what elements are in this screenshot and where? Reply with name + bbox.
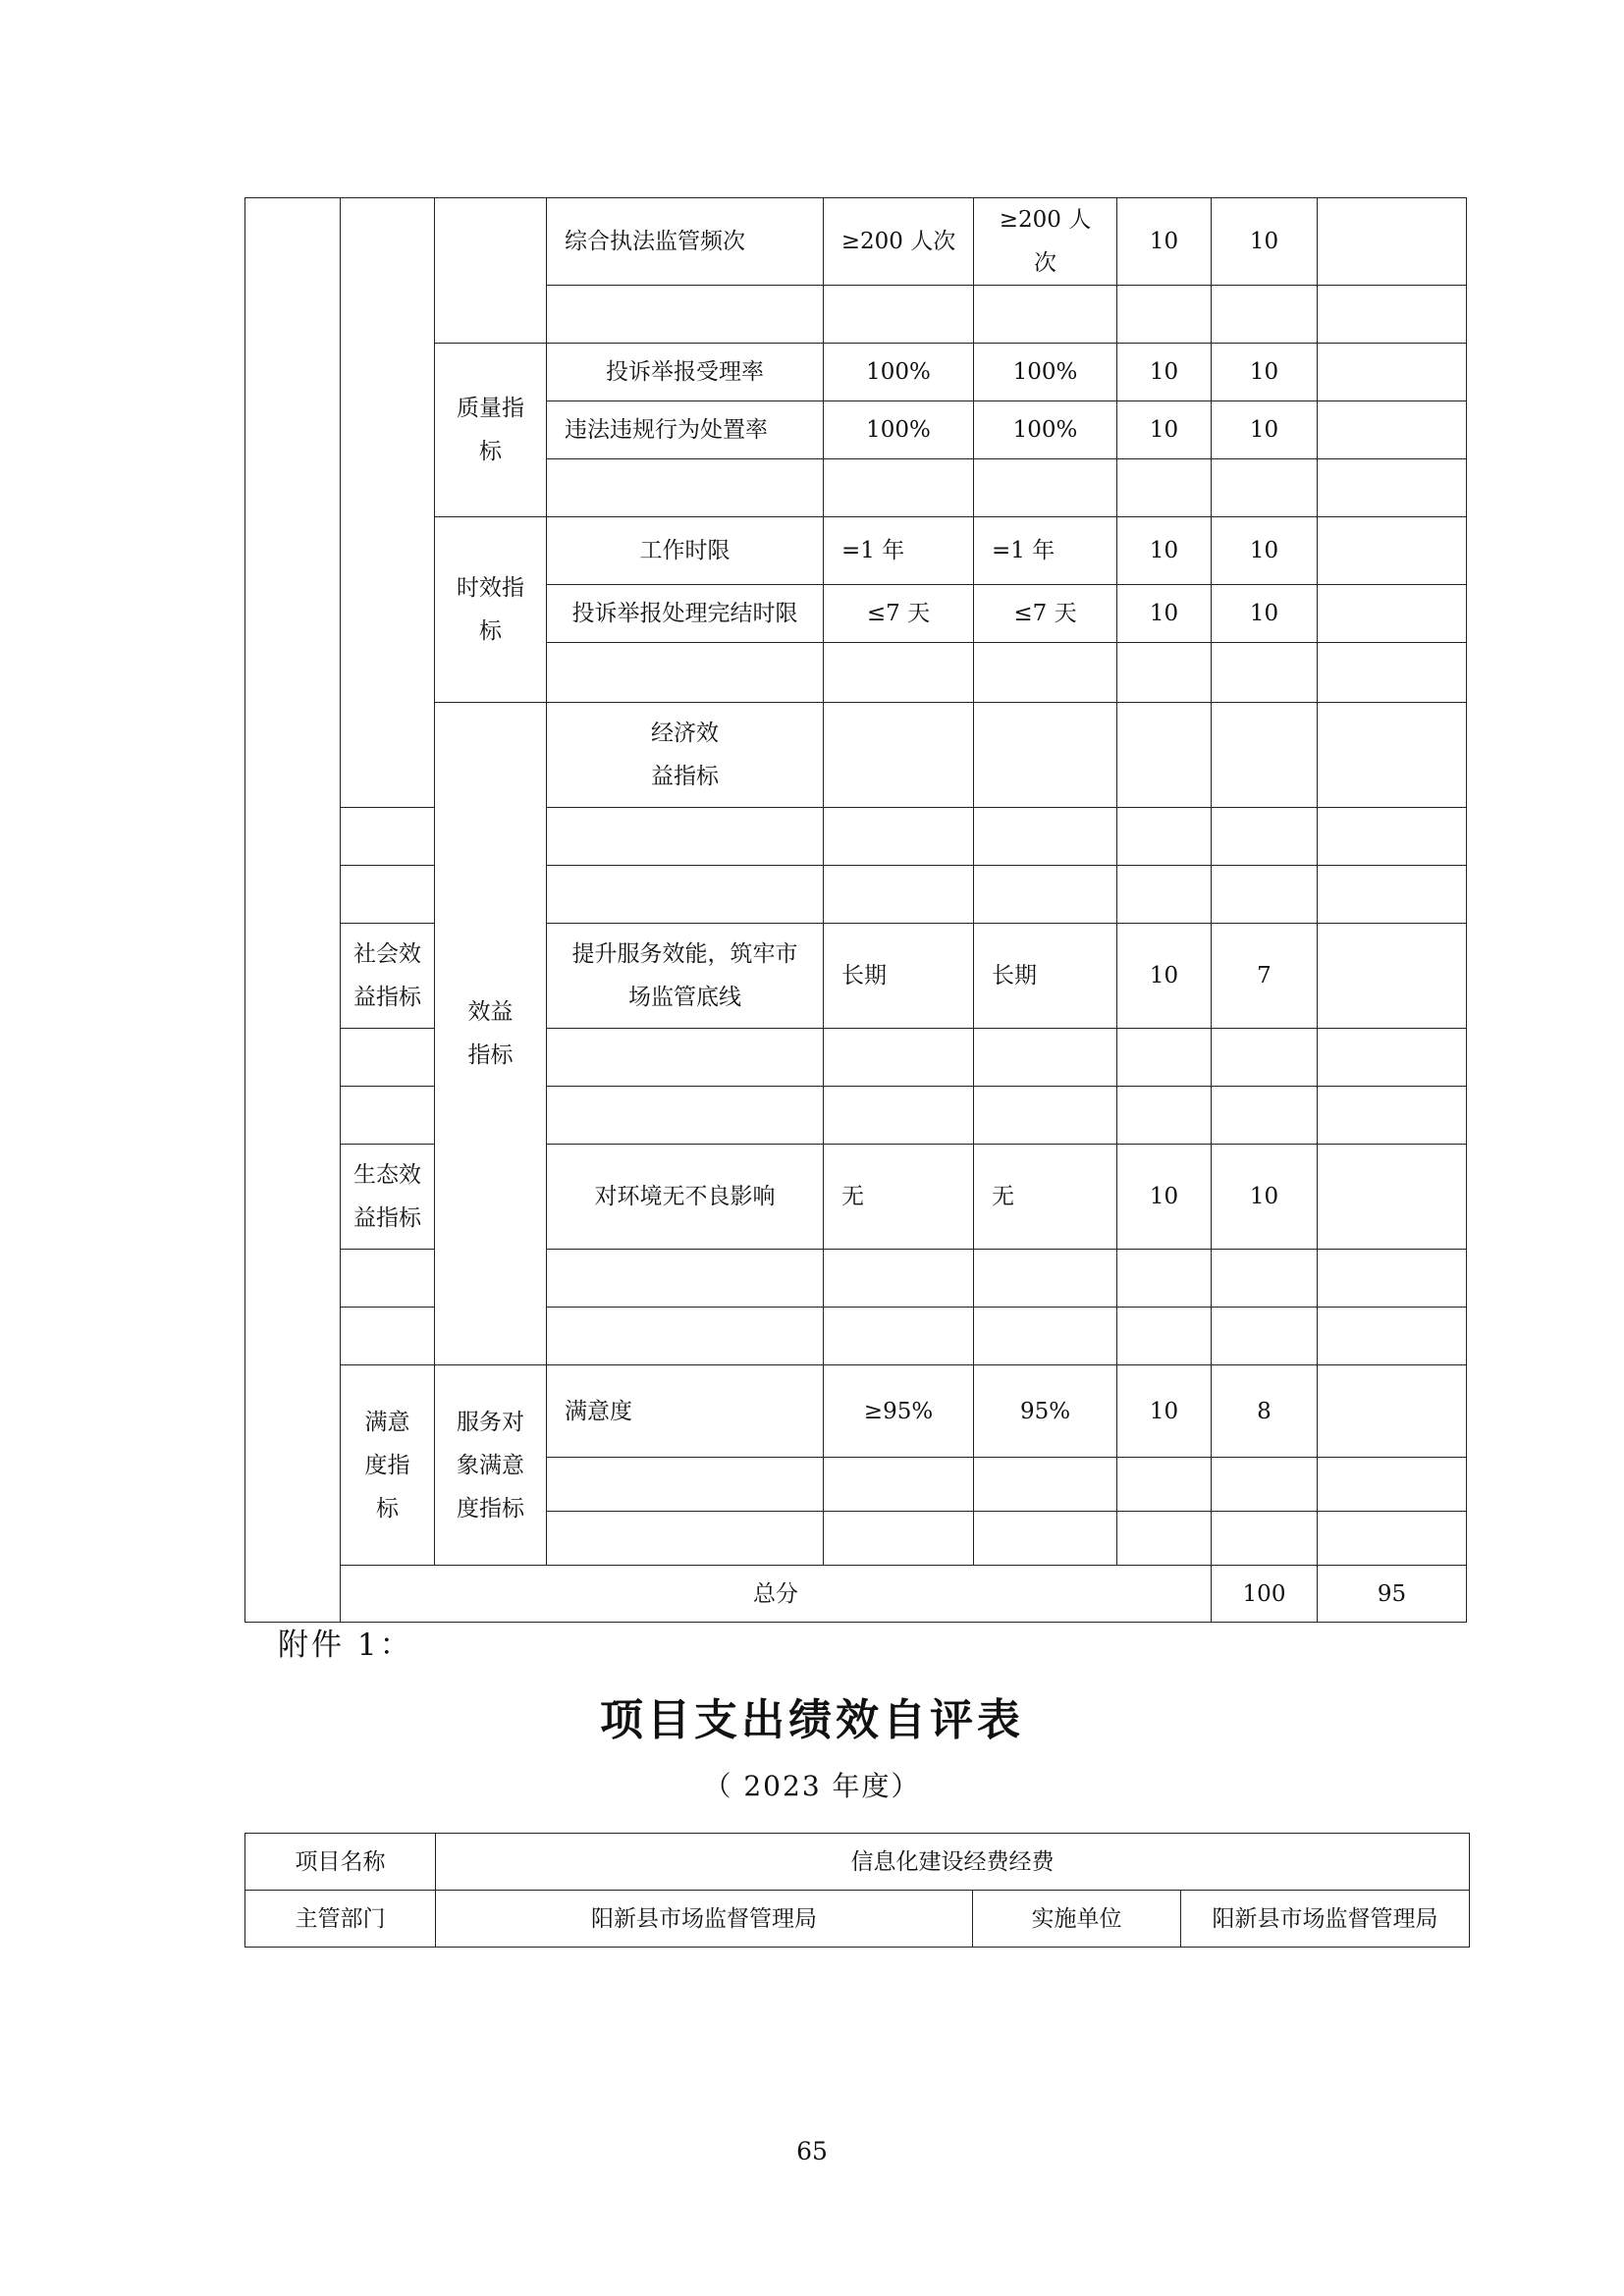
empty-cell [1117,1458,1212,1512]
empty-cell [341,808,435,866]
empty-cell [824,866,974,924]
empty-cell [974,1087,1117,1145]
empty-cell [1212,1087,1318,1145]
score-cell: 7 [1212,924,1318,1029]
weight-cell: 10 [1117,924,1212,1029]
empty-cell [547,286,824,344]
total-weight-cell: 100 [1212,1566,1318,1623]
actual-cell: =1 年 [974,517,1117,585]
empty-cell [824,286,974,344]
empty-cell [824,1458,974,1512]
remark-cell [1318,1365,1467,1458]
empty-cell [1318,808,1467,866]
score-cell: 10 [1212,344,1318,401]
empty-cell [974,1458,1117,1512]
actual-cell: 长期 [974,924,1117,1029]
quality-category-label: 质量指标 [457,396,524,464]
weight-cell: 10 [1117,1365,1212,1458]
empty-cell [974,459,1117,517]
actual-line1: ≥200 人 [999,207,1092,233]
empty-cell [1117,1308,1212,1365]
empty-cell [1318,1308,1467,1365]
remark-cell [1318,198,1467,286]
dept-label: 主管部门 [245,1891,436,1948]
empty-cell [1318,643,1467,703]
actual-cell: ≤7 天 [974,585,1117,643]
empty-cell [974,1029,1117,1087]
page-number: 65 [796,2137,828,2165]
actual-cell: 100% [974,401,1117,459]
dept-value: 阳新县市场监督管理局 [436,1891,973,1948]
remark-cell [1318,585,1467,643]
satisfaction-level1-cell [341,1365,435,1566]
empty-cell [341,866,435,924]
actual-cell [974,198,1117,286]
score-cell: 10 [1212,517,1318,585]
benefit-level1-label: 效益指标 [467,999,514,1068]
empty-cell [1212,1458,1318,1512]
indicator-cell: 综合执法监管频次 [547,198,824,286]
empty-cell [1212,808,1318,866]
year-subtitle: （ 2023 年度） [703,1770,921,1802]
performance-table [244,197,1467,1623]
empty-cell [1117,1087,1212,1145]
empty-cell [547,1458,824,1512]
empty-cell [1212,1250,1318,1308]
empty-cell [1318,1458,1467,1512]
attachment-label: 附件 1： [278,1628,413,1663]
score-cell: 10 [1212,1145,1318,1250]
weight-cell: 10 [1117,585,1212,643]
empty-cell [974,643,1117,703]
empty-cell [1318,1029,1467,1087]
empty-cell [1117,1029,1212,1087]
social-category-label: 社会效益指标 [353,941,421,1010]
timeliness-category-cell [435,517,547,703]
satisfaction-category-label: 服务对象满意度指标 [457,1409,524,1522]
total-score-cell: 95 [1318,1566,1467,1623]
empty-cell [1212,643,1318,703]
remark-cell [1318,517,1467,585]
empty-cell [547,643,824,703]
empty-cell [1117,643,1212,703]
weight-cell: 10 [1117,401,1212,459]
economic-category-label: 经济效益指标 [651,721,719,789]
empty-cell [341,1308,435,1365]
empty-cell [974,808,1117,866]
empty-cell [1212,1308,1318,1365]
empty-cell [824,1250,974,1308]
score-cell: 10 [1212,585,1318,643]
remark-cell [1318,924,1467,1029]
unit-value: 阳新县市场监督管理局 [1181,1891,1470,1948]
empty-cell [824,808,974,866]
empty-cell [824,703,974,808]
target-cell: ≥95% [824,1365,974,1458]
empty-cell [1117,286,1212,344]
empty-cell [547,459,824,517]
empty-cell [1318,703,1467,808]
empty-cell [1117,1250,1212,1308]
target-cell: 无 [824,1145,974,1250]
remark-cell [1318,1145,1467,1250]
actual-cell: 100% [974,344,1117,401]
empty-cell [974,703,1117,808]
empty-cell [341,1250,435,1308]
indicator-cell: 对环境无不良影响 [547,1145,824,1250]
actual-cell: 无 [974,1145,1117,1250]
remark-cell [1318,344,1467,401]
weight-cell: 10 [1117,198,1212,286]
empty-cell [1318,1250,1467,1308]
empty-cell [547,1512,824,1566]
empty-cell [974,866,1117,924]
empty-cell [1117,866,1212,924]
social-indicator-text: 提升服务效能，筑牢市场监管底线 [571,941,798,1010]
empty-cell [547,1250,824,1308]
project-info-table [244,1833,1470,1948]
empty-cell [824,459,974,517]
timeliness-category-label: 时效指标 [457,575,524,644]
empty-cell [1212,286,1318,344]
empty-cell [547,1029,824,1087]
total-label-cell: 总分 [341,1566,1212,1623]
empty-cell [1212,459,1318,517]
empty-cell [1212,1029,1318,1087]
empty-cell [1212,866,1318,924]
empty-cell [824,1087,974,1145]
empty-cell [1318,459,1467,517]
merged-output-level1-cell [341,198,435,808]
score-cell: 10 [1212,401,1318,459]
unit-label: 实施单位 [973,1891,1181,1948]
indicator-cell: 满意度 [547,1365,824,1458]
empty-cell [824,1512,974,1566]
target-cell: 100% [824,401,974,459]
empty-cell [824,1029,974,1087]
empty-cell [547,866,824,924]
merged-level0-cell [245,198,341,1623]
target-cell: 长期 [824,924,974,1029]
empty-cell [974,1512,1117,1566]
quantity-category-cell [435,198,547,344]
empty-cell [1212,703,1318,808]
target-cell: 100% [824,344,974,401]
empty-cell [1318,1087,1467,1145]
weight-cell: 10 [1117,344,1212,401]
indicator-cell: 工作时限 [547,517,824,585]
indicator-cell: 投诉举报受理率 [547,344,824,401]
target-cell: ≥200 人次 [824,198,974,286]
social-category-cell [341,924,435,1029]
weight-cell: 10 [1117,1145,1212,1250]
empty-cell [974,286,1117,344]
empty-cell [547,808,824,866]
empty-cell [1117,1512,1212,1566]
ecological-category-label: 生态效益指标 [353,1162,421,1231]
project-name-label: 项目名称 [245,1834,436,1891]
indicator-cell: 投诉举报处理完结时限 [547,585,824,643]
empty-cell [547,1087,824,1145]
page-title: 项目支出绩效自评表 [600,1695,1024,1745]
empty-cell [974,1250,1117,1308]
actual-line2: 次 [1034,250,1056,276]
economic-category-cell [547,703,824,808]
actual-cell: 95% [974,1365,1117,1458]
benefit-level1-cell [435,703,547,1365]
empty-cell [824,643,974,703]
empty-cell [1212,1512,1318,1566]
weight-cell: 10 [1117,517,1212,585]
empty-cell [1117,808,1212,866]
score-cell: 8 [1212,1365,1318,1458]
empty-cell [1318,1512,1467,1566]
remark-cell [1318,401,1467,459]
empty-cell [341,1029,435,1087]
satisfaction-category-cell [435,1365,547,1566]
empty-cell [1117,459,1212,517]
indicator-cell [547,924,824,1029]
empty-cell [1318,866,1467,924]
empty-cell [824,1308,974,1365]
project-name-value: 信息化建设经费经费 [436,1834,1470,1891]
quality-category-cell [435,344,547,517]
target-cell: =1 年 [824,517,974,585]
empty-cell [1318,286,1467,344]
empty-cell [974,1308,1117,1365]
indicator-cell: 违法违规行为处置率 [547,401,824,459]
target-cell: ≤7 天 [824,585,974,643]
score-cell: 10 [1212,198,1318,286]
empty-cell [341,1087,435,1145]
empty-cell [547,1308,824,1365]
empty-cell [1117,703,1212,808]
satisfaction-level1-label: 满意度指标 [364,1409,410,1522]
ecological-category-cell [341,1145,435,1250]
